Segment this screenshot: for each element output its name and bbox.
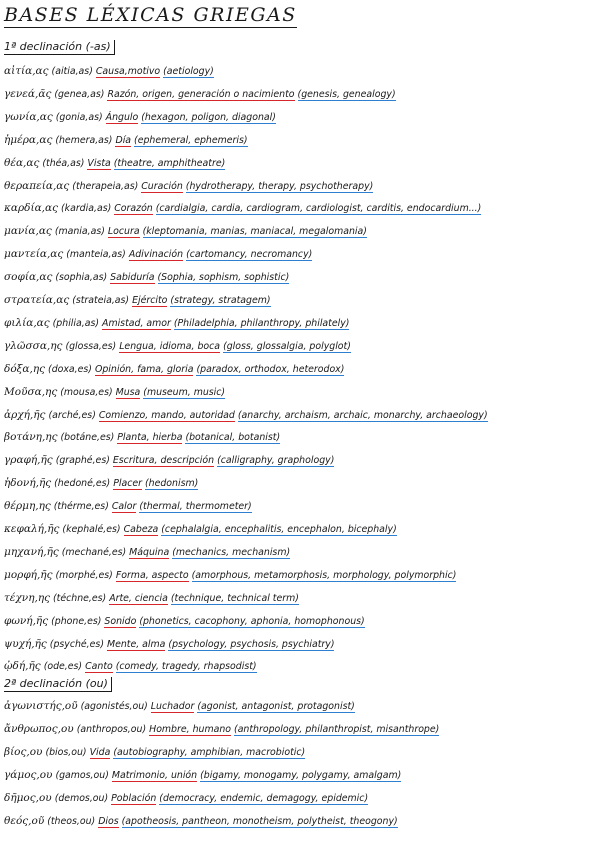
english-derivatives: (aetiology) (163, 66, 214, 77)
greek-word: μανία,ας (4, 225, 52, 238)
vocabulary-entry (4, 453, 596, 473)
transliteration: (bios,ou) (45, 746, 87, 758)
vocabulary-entry (4, 64, 596, 84)
transliteration: (anthropos,ou) (76, 723, 147, 735)
spanish-meaning: Musa (115, 386, 141, 398)
vocabulary-entry (4, 637, 596, 657)
transliteration: (morphé,es) (55, 569, 113, 581)
transliteration: (hemera,as) (55, 134, 113, 146)
english-derivatives: (gloss, glossalgia, polyglot) (223, 340, 351, 352)
greek-word: ἄνθρωπος,ου (4, 722, 74, 735)
vocabulary-entry (4, 499, 596, 519)
transliteration: (graphé,es) (55, 455, 110, 467)
english-derivatives: (hydrotherapy, therapy, psychotherapy) (185, 180, 374, 192)
spanish-meaning: Vista (87, 157, 111, 169)
english-derivatives: (Sophia, sophism, sophistic) (157, 272, 290, 284)
vocabulary-entry (4, 156, 596, 176)
transliteration: (therapeia,as) (72, 180, 139, 192)
greek-word: θέα,ας (4, 156, 40, 169)
english-derivatives: (Philadelphia, philanthropy, philately) (173, 317, 350, 329)
greek-word: ᾠδή,ῆς (4, 660, 41, 673)
transliteration: (doxa,es) (48, 363, 92, 375)
vocabulary-entry (4, 408, 596, 428)
transliteration: (arché,es) (48, 409, 96, 421)
english-derivatives: (democracy, endemic, demagogy, epidemic) (159, 792, 369, 804)
vocabulary-entry (4, 362, 596, 382)
greek-word: καρδία,ας (4, 202, 58, 215)
spanish-meaning: Corazón (114, 203, 153, 215)
english-derivatives: (agonist, antagonist, protagonist) (197, 701, 355, 712)
vocabulary-entry (4, 814, 596, 834)
greek-word: φωνή,ῆς (4, 614, 49, 627)
vocabulary-entry (4, 385, 596, 405)
english-derivatives: (strategy, stratagem) (170, 295, 271, 306)
transliteration: (theos,ou) (47, 815, 96, 827)
greek-word: ἀγωνιστής,οῦ (4, 700, 78, 712)
greek-word: στρατεία,ας (4, 294, 70, 306)
spanish-meaning: Amistad, amor (102, 317, 171, 329)
vocabulary-entry (4, 568, 596, 588)
transliteration: (hedoné,es) (54, 478, 111, 490)
greek-word: γωνία,ας (4, 110, 53, 123)
vocabulary-entry (4, 722, 596, 742)
transliteration: (philia,as) (52, 317, 100, 329)
transliteration: (manteia,as) (66, 249, 126, 261)
vocabulary-entry (4, 545, 596, 565)
greek-word: ἡδονή,ῆς (4, 477, 52, 490)
english-derivatives: (hedonism) (144, 478, 199, 490)
spanish-meaning: Mente, alma (106, 638, 166, 650)
english-derivatives: (amorphous, metamorphosis, morphology, polymorphic) (191, 569, 457, 581)
greek-word: βίος,ου (4, 745, 43, 758)
greek-word: σοφία,ας (4, 271, 53, 284)
greek-word: φιλία,ας (4, 316, 50, 329)
greek-word: γενεά,ᾶς (4, 87, 52, 100)
spanish-meaning: Adivinación (128, 249, 184, 261)
transliteration: (mania,as) (54, 226, 105, 238)
spanish-meaning: Causa,motivo (95, 66, 161, 77)
spanish-meaning: Escritura, descripción (112, 455, 215, 467)
greek-word: μορφή,ῆς (4, 568, 53, 581)
greek-word: θεός,οῦ (4, 814, 45, 827)
english-derivatives: (cephalalgia, encephalitis, encephalon, bicephaly) (161, 524, 397, 535)
spanish-meaning: Hombre, humano (149, 723, 232, 735)
spanish-meaning: Matrimonio, unión (111, 769, 198, 781)
english-derivatives: (cartomancy, necromancy) (186, 249, 313, 261)
english-derivatives: (kleptomania, manias, maniacal, megalomania) (142, 226, 367, 238)
spanish-meaning: Dios (98, 815, 119, 827)
english-derivatives: (mechanics, mechanism) (172, 546, 291, 558)
greek-word: δόξα,ης (4, 362, 46, 375)
vocabulary-entry (4, 110, 596, 130)
vocabulary-entry (4, 614, 596, 634)
spanish-meaning: Sabiduría (110, 272, 155, 284)
spanish-meaning: Máquina (129, 546, 170, 558)
transliteration: (phone,es) (51, 615, 102, 627)
english-derivatives: (genesis, genealogy) (297, 88, 396, 100)
transliteration: (gamos,ou) (55, 769, 109, 781)
spanish-meaning: Canto (85, 661, 113, 673)
greek-word: τέχνη,ης (4, 591, 50, 604)
greek-word: ἀρχή,ῆς (4, 408, 46, 421)
spanish-meaning: Vida (89, 746, 111, 758)
spanish-meaning: Comienzo, mando, autoridad (98, 409, 235, 421)
page-title: BASES LÉXICAS GRIEGAS (4, 4, 297, 26)
english-derivatives: (phonetics, cacophony, aphonia, homophonous) (139, 615, 365, 627)
transliteration: (genea,as) (54, 88, 105, 100)
transliteration: (agonistés,ou) (80, 701, 148, 712)
vocabulary-entry (4, 591, 596, 611)
greek-word: μαντεία,ας (4, 248, 64, 261)
english-derivatives: (psychology, psychosis, psychiatry) (168, 638, 335, 650)
spanish-meaning: Sonido (104, 615, 137, 627)
transliteration: (sophia,as) (55, 272, 108, 284)
transliteration: (glossa,es) (65, 340, 117, 352)
english-derivatives: (hexagon, poligon, diagonal) (141, 111, 276, 123)
transliteration: (strateia,as) (72, 295, 130, 306)
greek-word: ψυχή,ῆς (4, 637, 47, 650)
transliteration: (kardia,as) (61, 203, 112, 215)
greek-word: αἰτία,ας (4, 65, 49, 77)
greek-word: Μοῦσα,ης (4, 385, 58, 398)
greek-word: γλῶσσα,ης (4, 339, 63, 352)
vocabulary-entry (4, 133, 596, 153)
english-derivatives: (comedy, tragedy, rhapsodist) (115, 661, 257, 673)
vocabulary-entry (4, 745, 596, 765)
spanish-meaning: Ejército (132, 295, 168, 306)
english-derivatives: (anthropology, philanthropist, misanthrope) (234, 723, 440, 735)
transliteration: (mechané,es) (61, 546, 127, 558)
spanish-meaning: Calor (111, 501, 137, 513)
vocabulary-entry (4, 522, 596, 542)
transliteration: (théa,as) (42, 157, 85, 169)
greek-word: γραφή,ῆς (4, 454, 53, 467)
section-heading: 1ª declinación (-as) (4, 40, 115, 55)
spanish-meaning: Placer (113, 478, 142, 490)
vocabulary-entry (4, 179, 596, 199)
spanish-meaning: Forma, aspecto (115, 569, 189, 581)
spanish-meaning: Razón, origen, generación o nacimiento (107, 88, 295, 100)
transliteration: (botáne,es) (60, 432, 115, 444)
english-derivatives: (apotheosis, pantheon, monotheism, polytheist, theogony) (121, 815, 398, 827)
english-derivatives: (ephemeral, ephemeris) (134, 134, 248, 146)
english-derivatives: (paradox, orthodox, heterodox) (196, 363, 345, 375)
vocabulary-entry (4, 293, 596, 313)
english-derivatives: (cardialgia, cardia, cardiogram, cardiologist, carditis, endocardium...) (155, 203, 482, 215)
spanish-meaning: Planta, hierba (117, 432, 183, 444)
vocabulary-entry (4, 339, 596, 359)
vocabulary-entry (4, 476, 596, 496)
section-heading: 2ª declinación (ou) (4, 677, 112, 692)
vocabulary-entry (4, 699, 596, 719)
vocabulary-entry (4, 224, 596, 244)
spanish-meaning: Ángulo (105, 111, 139, 123)
english-derivatives: (thermal, thermometer) (139, 501, 252, 513)
english-derivatives: (technique, technical term) (170, 592, 299, 604)
english-derivatives: (anarchy, archaism, archaic, monarchy, archaeology) (237, 409, 488, 421)
greek-word: μηχανή,ῆς (4, 545, 59, 558)
spanish-meaning: Arte, ciencia (109, 592, 168, 604)
spanish-meaning: Curación (141, 180, 183, 192)
greek-word: βοτάνη,ης (4, 431, 58, 444)
spanish-meaning: Locura (107, 226, 140, 238)
spanish-meaning: Opinión, fama, gloria (94, 363, 194, 375)
vocabulary-entry (4, 247, 596, 267)
spanish-meaning: Luchador (150, 701, 195, 712)
english-derivatives: (autobiography, amphibian, macrobiotic) (113, 746, 306, 758)
english-derivatives: (theatre, amphitheatre) (113, 157, 226, 169)
greek-word: ἡμέρα,ας (4, 133, 53, 146)
transliteration: (ode,es) (43, 661, 83, 673)
vocabulary-entry (4, 791, 596, 811)
transliteration: (gonia,as) (55, 111, 103, 123)
transliteration: (téchne,es) (53, 592, 107, 604)
transliteration: (demos,ou) (54, 792, 109, 804)
english-derivatives: (bigamy, monogamy, polygamy, amalgam) (200, 769, 402, 781)
english-derivatives: (museum, music) (143, 386, 226, 398)
vocabulary-entry (4, 430, 596, 450)
vocabulary-entry (4, 316, 596, 336)
greek-word: γάμος,ου (4, 768, 53, 781)
greek-word: δῆμος,ου (4, 791, 52, 804)
vocabulary-entry (4, 87, 596, 107)
greek-word: κεφαλή,ῆς (4, 523, 60, 535)
transliteration: (kephalé,es) (62, 524, 121, 535)
vocabulary-entry (4, 201, 596, 221)
english-derivatives: (botanical, botanist) (185, 432, 281, 444)
spanish-meaning: Cabeza (123, 524, 159, 535)
transliteration: (psyché,es) (49, 638, 104, 650)
english-derivatives: (calligraphy, graphology) (217, 455, 335, 467)
greek-word: θέρμη,ης (4, 500, 51, 513)
spanish-meaning: Día (115, 134, 132, 146)
transliteration: (thérme,es) (53, 501, 109, 513)
vocabulary-entry (4, 270, 596, 290)
transliteration: (aitia,as) (51, 66, 93, 77)
greek-word: θεραπεία,ας (4, 179, 70, 192)
spanish-meaning: Lengua, idioma, boca (119, 340, 221, 352)
vocabulary-entry (4, 768, 596, 788)
spanish-meaning: Población (111, 792, 157, 804)
transliteration: (mousa,es) (60, 386, 113, 398)
